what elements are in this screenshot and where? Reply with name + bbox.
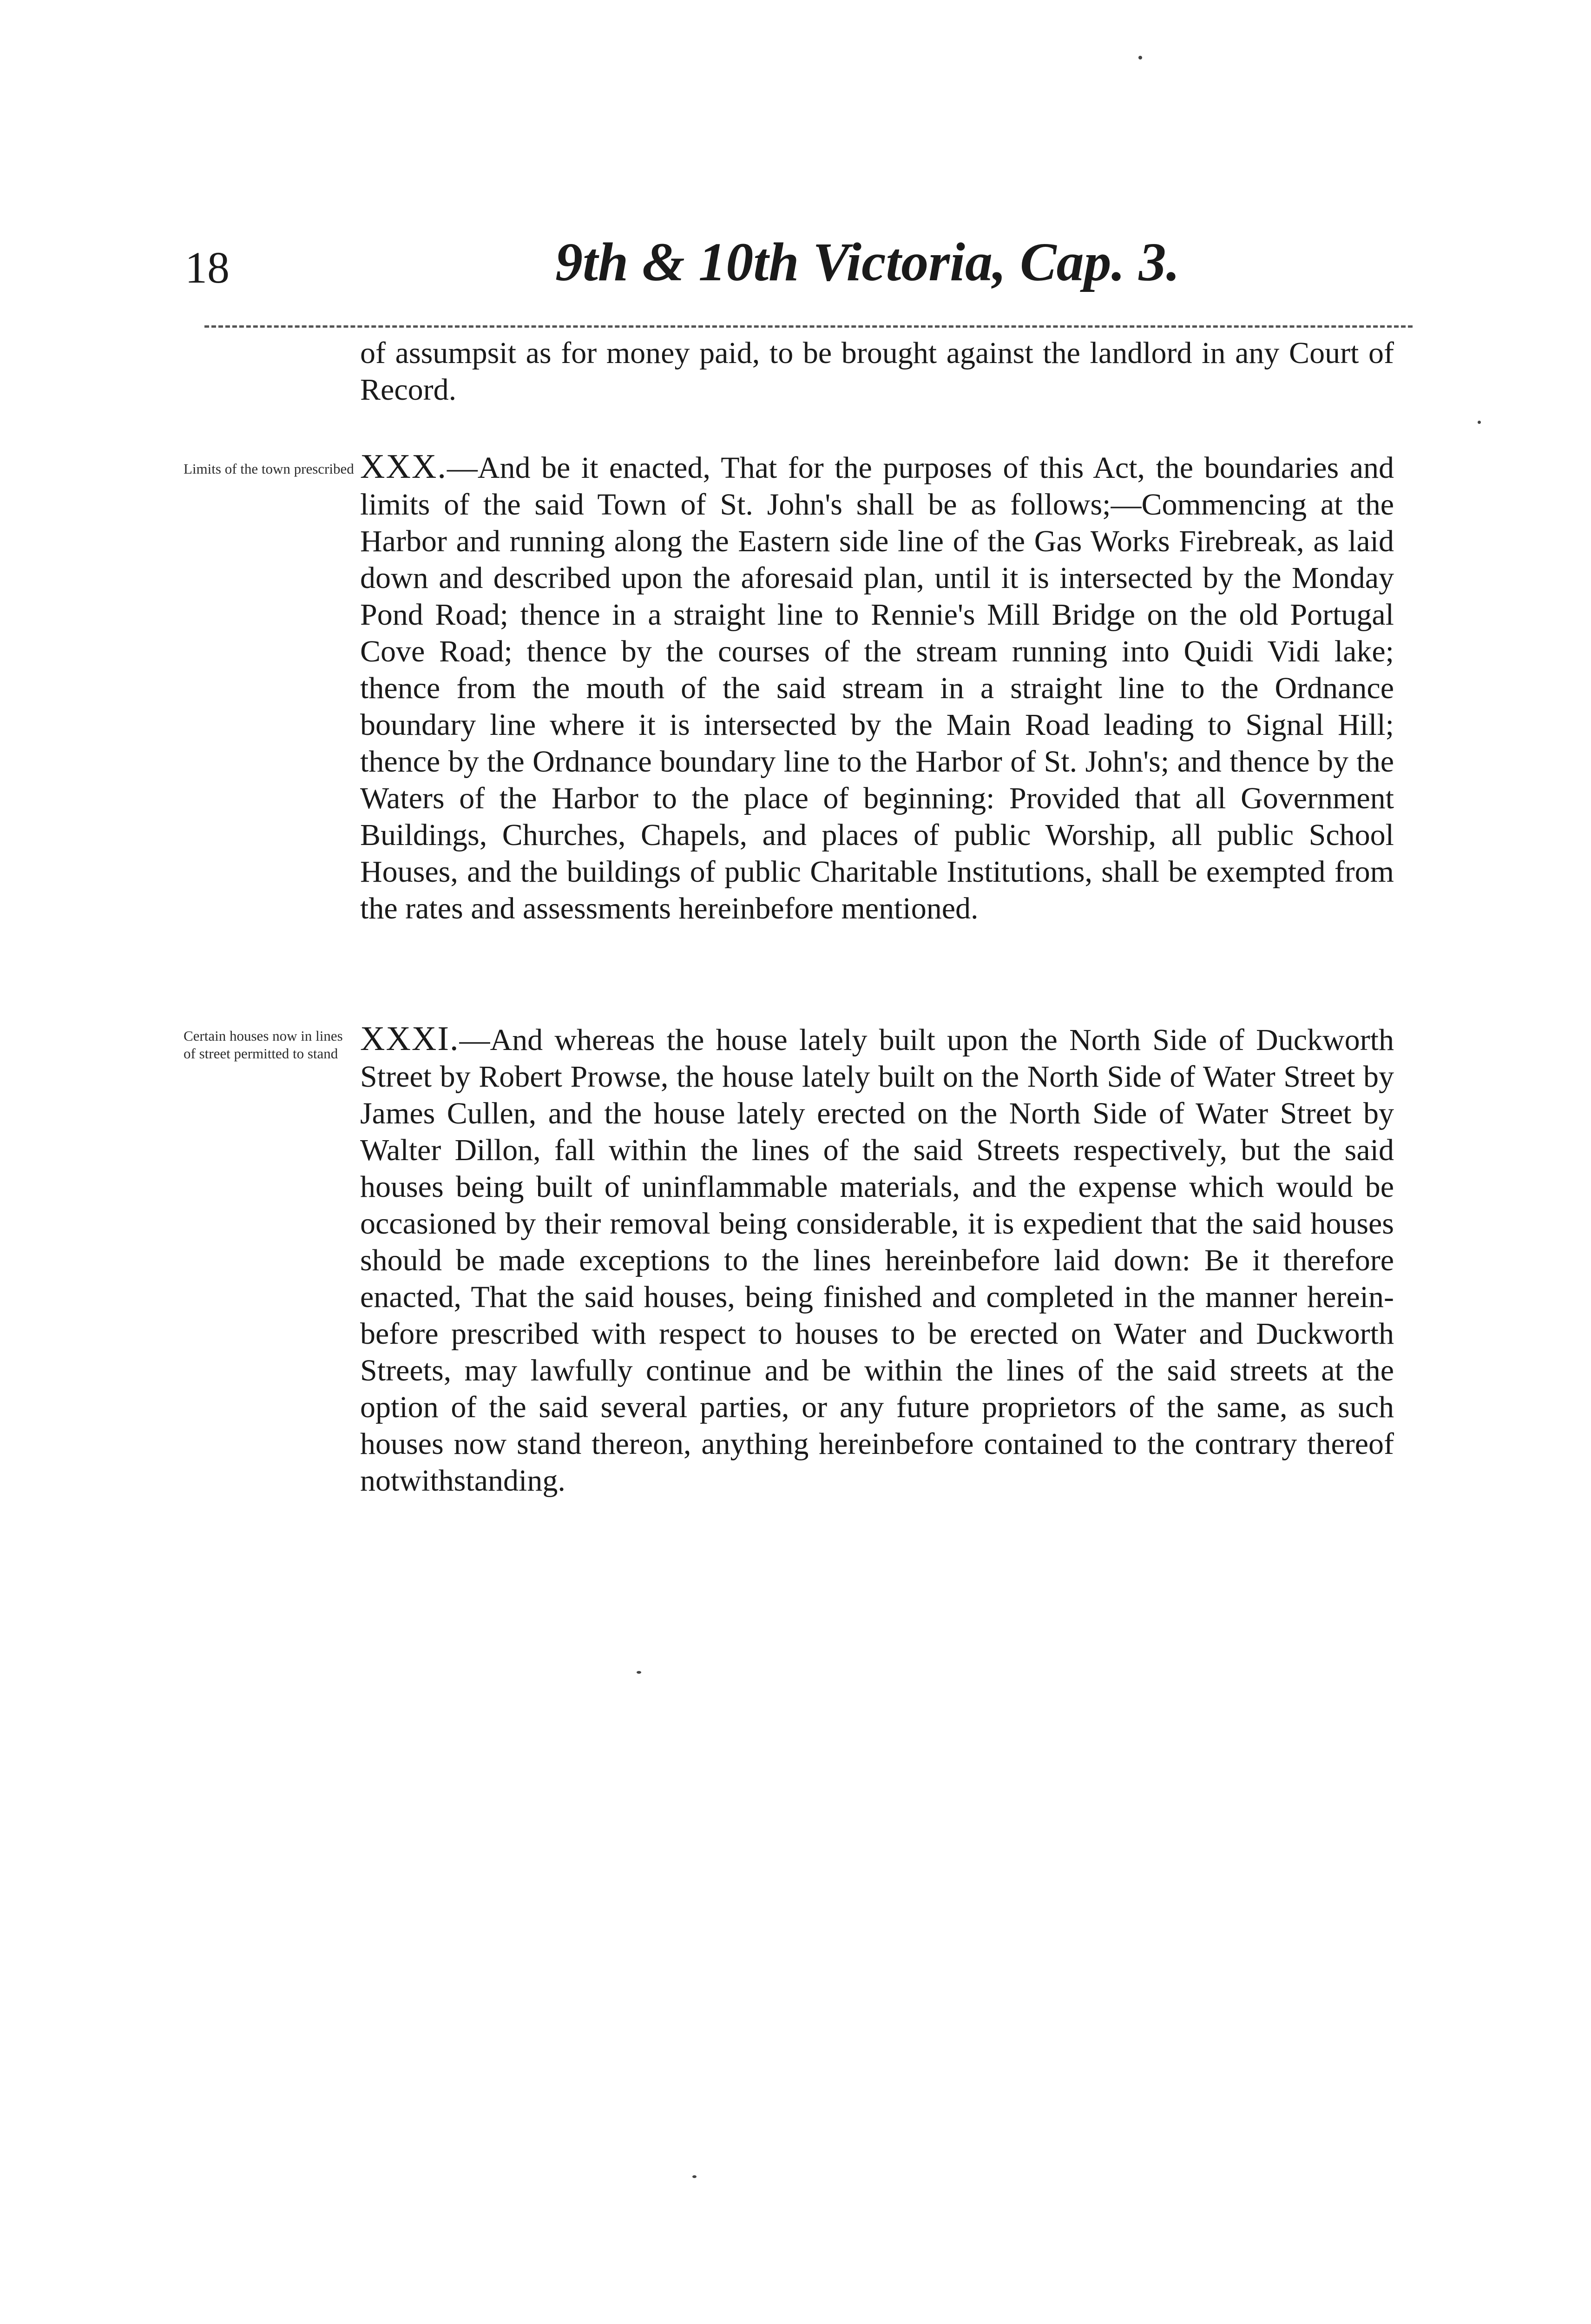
- section-xxx-paragraph: [360, 449, 1394, 927]
- section-number: XXX.: [360, 448, 447, 486]
- running-title: 9th & 10th Victoria, Cap. 3.: [555, 231, 1180, 292]
- section-number: XXXI.: [360, 1020, 460, 1058]
- paragraph-text: —And whereas the house lately built upon the North Side of Duckworth Street by Robert Prowse, the house lately built on the North Side of Water Street by James Cullen, and the house lately erected on the North Side of Water Street by Walter Dillon, fall within the lines of the said Streets respectively, but the said houses being built of uninflammable materials, and the expense which would be occasioned by their removal being considerable, it is expedient that the said houses should be made exceptions to the lines hereinbefore laid down: Be it therefore enacted, That the said houses, being finished and completed in the manner herein-before prescribed with respect to houses to be erected on Water and Duckworth Streets, may lawfully continue and be within the lines of the said streets at the option of the said several parties, or any future proprietors of the same, as such houses now stand thereon, anything hereinbefore contained to the contrary thereof notwithstanding.: [360, 1023, 1394, 1498]
- paragraph-text: of assumpsit as for money paid, to be brought against the landlord in any Court of Record.: [360, 336, 1394, 407]
- scan-speck: [692, 2175, 697, 2178]
- margin-note-limits: Limits of the town prescribed: [184, 461, 354, 477]
- section-xxxi-paragraph: [360, 1021, 1394, 1499]
- scan-speck: [1478, 421, 1481, 424]
- page-number: 18: [185, 243, 230, 292]
- paragraph-text: —And be it enacted, That for the purposes of this Act, the boundaries and limits of the said Town of St. John's shall be as follows;—Commencing at the Harbor and running along the Eastern side line of the Gas Works Firebreak, as laid down and described upon the aforesaid plan, until it is intersected by the Monday Pond Road; thence in a straight line to Rennie's Mill Bridge on the old Portugal Cove Road; thence by the courses of the stream running into Quidi Vidi lake; thence from the mouth of the said stream in a straight line to the Ordnance boundary line where it is intersected by the Main Road leading to Signal Hill; thence by the Ordnance boundary line to the Harbor of St. John's; and thence by the Waters of the Harbor to the place of beginning: Provided that all Government Buildings, Churches, Chapels, and places of public Worship, all public School Houses, and the buildings of public Charitable Institutions, shall be exempted from the rates and assessments hereinbefore mentioned.: [360, 451, 1394, 925]
- scan-speck: [637, 1671, 641, 1674]
- margin-note-houses: Certain houses now in lines of street permitted to stand: [184, 1028, 343, 1062]
- scan-speck: [1138, 56, 1142, 59]
- continuation-paragraph: [360, 335, 1394, 408]
- header-rule: [204, 325, 1413, 328]
